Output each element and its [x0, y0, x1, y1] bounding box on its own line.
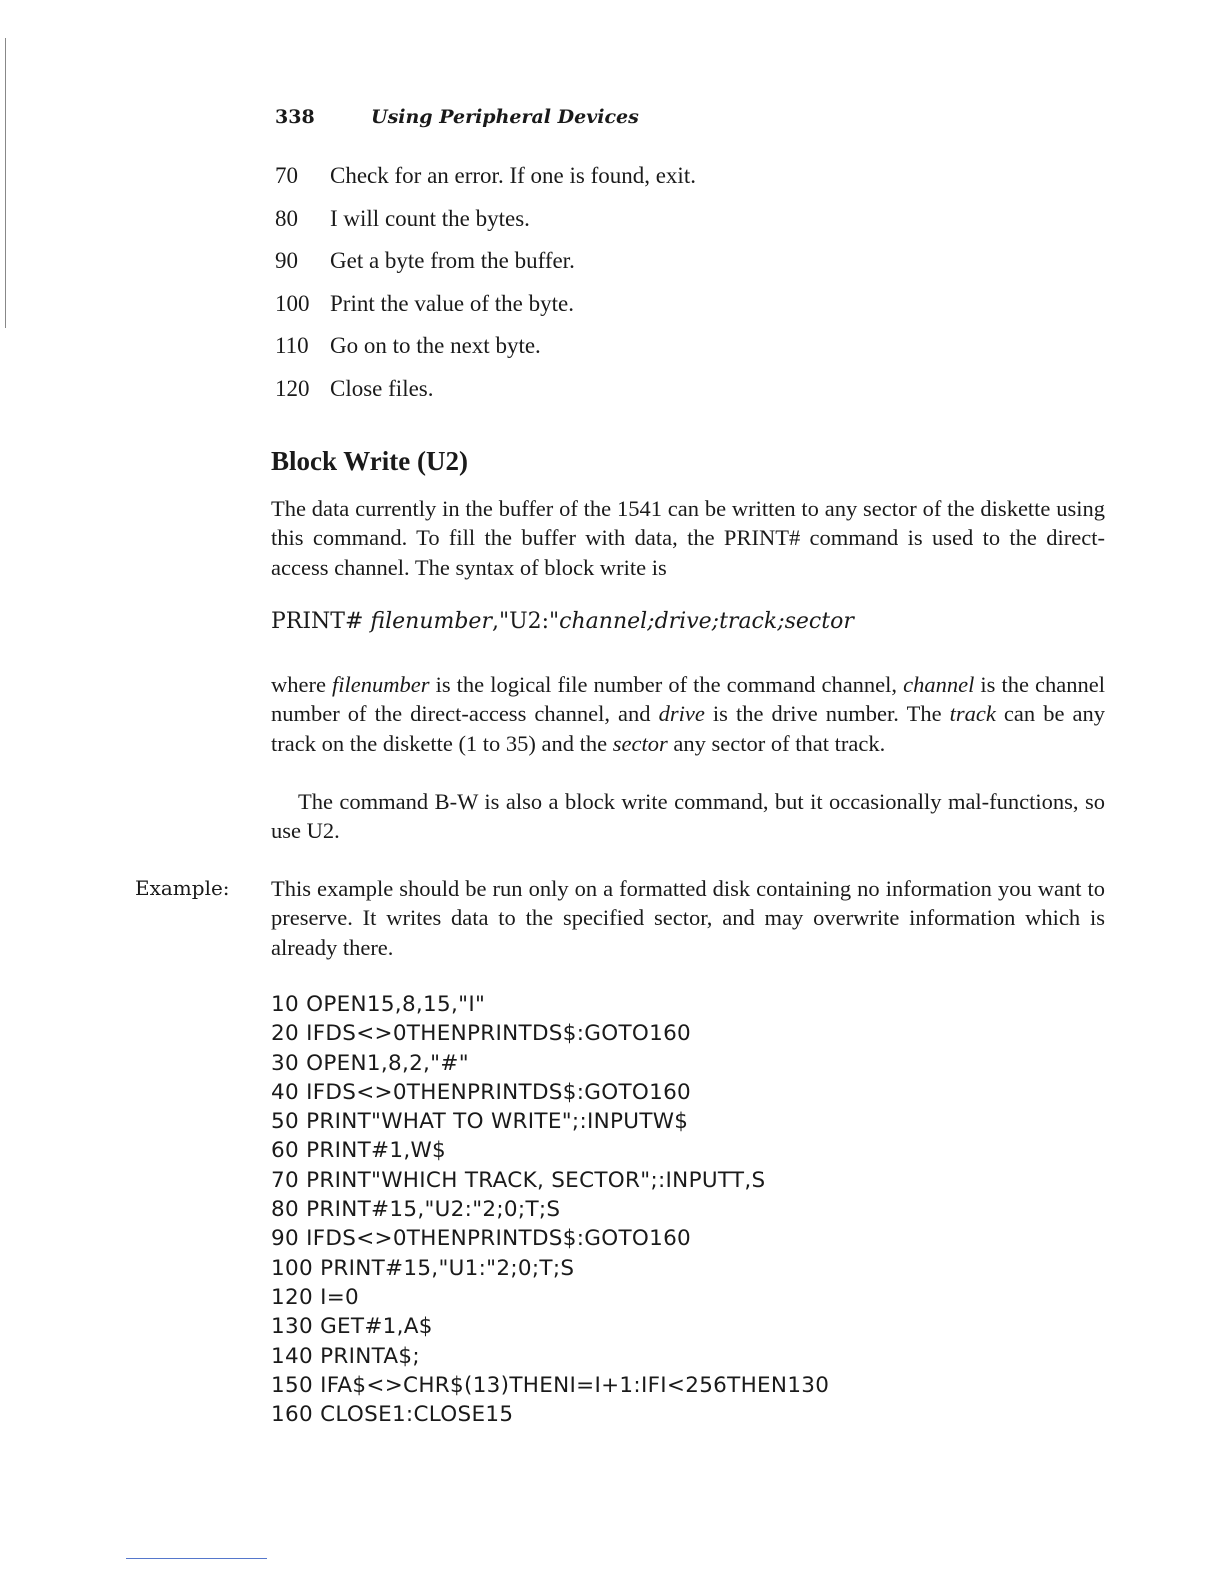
step-text: Close files.: [330, 375, 434, 401]
where-text: any sector of that track.: [667, 730, 886, 756]
code-line: 20 IFDS<>0THENPRINTDS$:GOTO160: [271, 1021, 692, 1047]
step-item: [275, 160, 696, 203]
code-line: 40 IFDS<>0THENPRINTDS$:GOTO160: [271, 1079, 692, 1105]
step-list: [275, 160, 696, 416]
step-text: Get a byte from the buffer.: [330, 248, 575, 274]
step-item: [275, 245, 696, 288]
page-header: [275, 106, 639, 128]
syntax-line: [271, 609, 854, 634]
step-item: [275, 288, 696, 331]
syntax-filenumber: filenumber: [370, 609, 492, 634]
code-line: 10 OPEN15,8,15,"I": [271, 992, 486, 1017]
step-text: Go on to the next byte.: [330, 333, 541, 359]
code-line: 80 PRINT#15,"U2:"2;0;T;S: [271, 1197, 561, 1223]
step-text: Print the value of the byte.: [330, 290, 574, 316]
running-title: Using Peripheral Devices: [371, 106, 639, 128]
step-number: 70: [275, 163, 298, 188]
page-number: 338: [275, 106, 315, 128]
step-text: I will count the bytes.: [330, 205, 530, 231]
term-drive: drive: [658, 701, 705, 727]
where-text: can be any track on the diskette (1 to 35) and the: [271, 701, 1105, 756]
code-line: 160 CLOSE1:CLOSE15: [271, 1402, 514, 1428]
term-sector: sector: [612, 730, 668, 756]
syntax-args: channel;drive;track;sector: [559, 609, 854, 634]
step-number: 120: [275, 375, 310, 401]
syntax-command: PRINT#: [271, 609, 364, 634]
intro-paragraph: The data currently in the buffer of the 1541 can be written to any sector of the diskette using this command. To fill the buffer with data, the PRINT# command is used to the direct-access channel. The syntax of block write is: [271, 496, 1105, 580]
step-text: Check for an error. If one is found, exit.: [330, 163, 696, 188]
code-line: 120 I=0: [271, 1284, 360, 1310]
note-paragraph: The command B-W is also a block write command, but it occasionally mal-functions, so use U2.: [271, 789, 1105, 844]
step-number: 90: [275, 248, 298, 274]
code-line: 150 IFA$<>CHR$(13)THENI=I+1:IFI<256THEN130: [271, 1372, 830, 1398]
code-listing: [271, 990, 829, 1429]
code-line: 140 PRINTA$;: [271, 1343, 420, 1369]
term-filenumber: filenumber: [332, 672, 430, 697]
step-item: [275, 373, 696, 416]
where-text: where: [271, 672, 333, 697]
code-line: 100 PRINT#15,"U1:"2;0;T;S: [271, 1255, 575, 1281]
margin-rule-left: [5, 38, 6, 328]
example-description: This example should be run only on a formatted disk containing no information you want to preserve. It writes data to the specified sector, and may overwrite information which is already there.: [271, 876, 1105, 960]
term-channel: channel: [903, 672, 975, 697]
code-line: 130 GET#1,A$: [271, 1314, 433, 1340]
step-number: 100: [275, 290, 310, 316]
syntax-literal: ,"U2:": [491, 609, 560, 634]
bottom-rule: [126, 1558, 267, 1559]
code-line: 50 PRINT"WHAT TO WRITE";:INPUTW$: [271, 1109, 689, 1135]
where-text: is the drive number. The: [704, 701, 950, 727]
code-line: 70 PRINT"WHICH TRACK, SECTOR";:INPUTT,S: [271, 1167, 766, 1193]
step-number: 80: [275, 205, 298, 231]
where-text: is the logical file number of the command channel,: [429, 672, 904, 697]
code-line: 90 IFDS<>0THENPRINTDS$:GOTO160: [271, 1226, 692, 1252]
step-number: 110: [275, 333, 309, 359]
where-paragraph: [271, 670, 1105, 758]
code-line: 30 OPEN1,8,2,"#": [271, 1050, 469, 1076]
code-line: 60 PRINT#1,W$: [271, 1138, 447, 1164]
step-item: [275, 203, 696, 246]
example-label: Example:: [135, 876, 230, 900]
term-track: track: [949, 701, 996, 727]
section-heading: Block Write (U2): [271, 446, 468, 476]
where-text: is the channel number of the direct-access channel, and: [271, 672, 1105, 727]
step-item: [275, 330, 696, 373]
